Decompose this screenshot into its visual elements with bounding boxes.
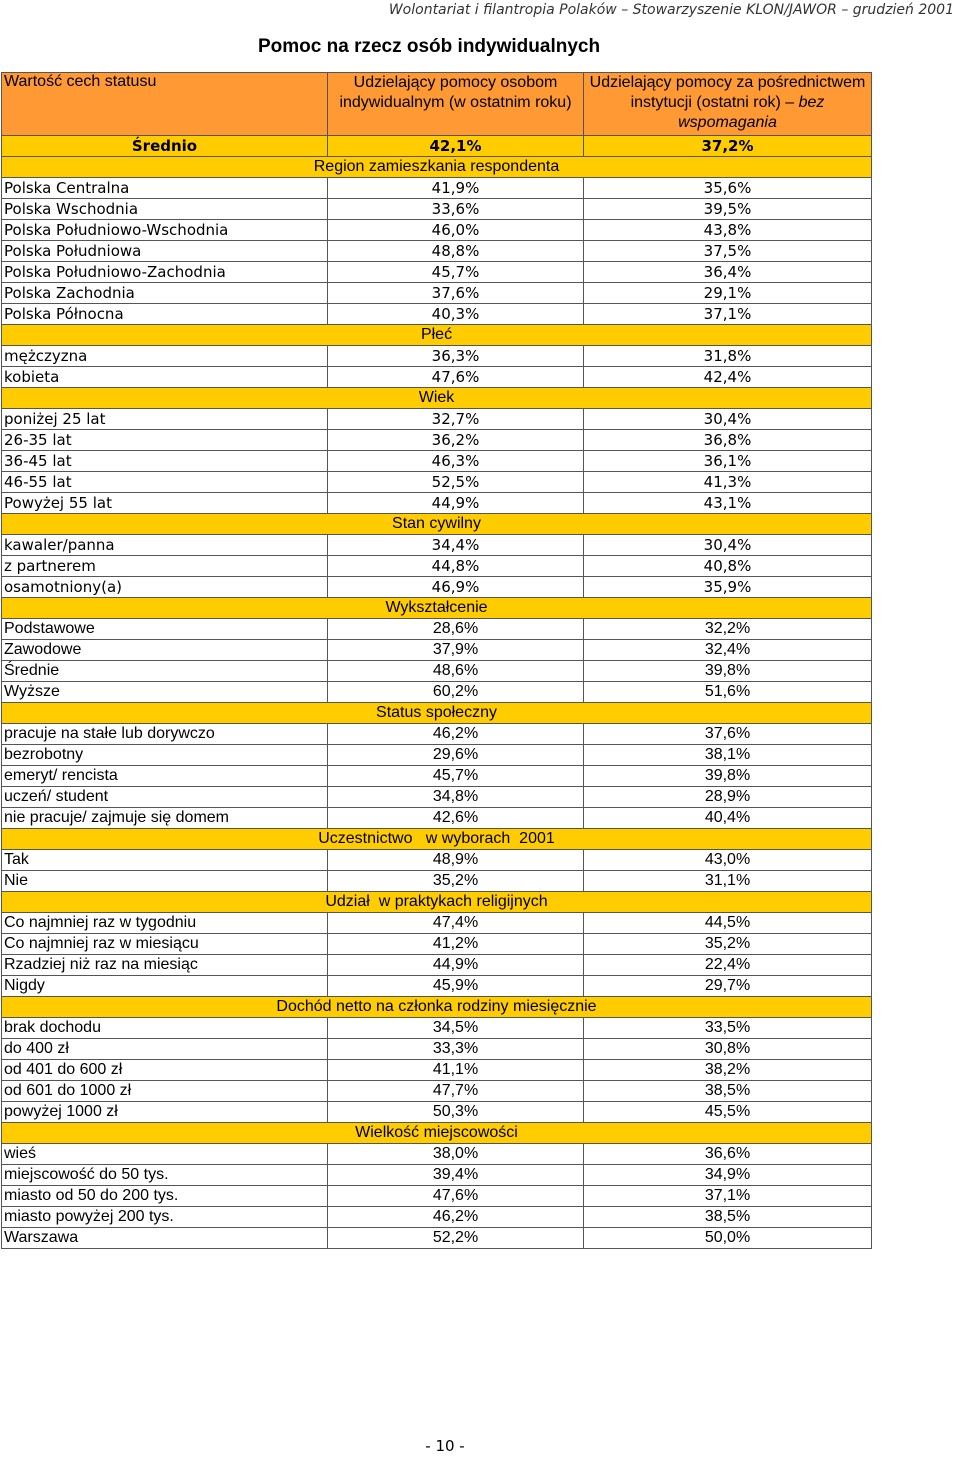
- value-institution: 32,4%: [584, 640, 872, 661]
- section-title: Status społeczny: [2, 703, 872, 724]
- value-institution: 35,2%: [584, 934, 872, 955]
- section-title: Stan cywilny: [2, 514, 872, 535]
- value-individual: 41,9%: [328, 178, 584, 199]
- row-label: 46-55 lat: [2, 472, 328, 493]
- value-institution: 33,5%: [584, 1018, 872, 1039]
- table-row: [2, 1102, 872, 1123]
- row-label: pracuje na stałe lub dorywczo: [2, 724, 328, 745]
- section-title: Udział w praktykach religijnych: [2, 892, 872, 913]
- value-individual: 34,8%: [328, 787, 584, 808]
- row-label: Polska Południowa: [2, 241, 328, 262]
- value-individual: 46,3%: [328, 451, 584, 472]
- row-label: osamotniony(a): [2, 577, 328, 598]
- value-individual: 41,2%: [328, 934, 584, 955]
- value-individual: 34,4%: [328, 535, 584, 556]
- section-header-row: [2, 388, 872, 409]
- value-individual: 29,6%: [328, 745, 584, 766]
- table-row: [2, 724, 872, 745]
- value-institution: 36,6%: [584, 1144, 872, 1165]
- row-label: Rzadziej niż raz na miesiąc: [2, 955, 328, 976]
- status-table: [1, 72, 872, 1249]
- average-value-institution: 37,2%: [584, 136, 872, 157]
- section-title: Płeć: [2, 325, 872, 346]
- table-row: [2, 934, 872, 955]
- row-label: Podstawowe: [2, 619, 328, 640]
- value-institution: 29,7%: [584, 976, 872, 997]
- value-individual: 33,3%: [328, 1039, 584, 1060]
- value-institution: 29,1%: [584, 283, 872, 304]
- header-status-feature: Wartość cech statusu: [2, 73, 328, 136]
- table-row: [2, 535, 872, 556]
- value-individual: 48,8%: [328, 241, 584, 262]
- value-institution: 38,5%: [584, 1207, 872, 1228]
- header-institution-help: [584, 73, 872, 136]
- table-row: [2, 304, 872, 325]
- page-title: Pomoc na rzecz osób indywidualnych: [258, 36, 601, 57]
- table-row: [2, 220, 872, 241]
- row-label: Tak: [2, 850, 328, 871]
- table-row: [2, 1144, 872, 1165]
- section-header-row: [2, 892, 872, 913]
- row-label: Nigdy: [2, 976, 328, 997]
- row-label: 36-45 lat: [2, 451, 328, 472]
- row-label: miasto powyżej 200 tys.: [2, 1207, 328, 1228]
- table-row: [2, 346, 872, 367]
- row-label: od 601 do 1000 zł: [2, 1081, 328, 1102]
- value-institution: 43,0%: [584, 850, 872, 871]
- section-title: Dochód netto na członka rodziny miesięcznie: [2, 997, 872, 1018]
- value-institution: 36,1%: [584, 451, 872, 472]
- header-individual-help: Udzielający pomocy osobom indywidualnym (w ostatnim roku): [328, 73, 584, 136]
- value-individual: 45,9%: [328, 976, 584, 997]
- table-row: [2, 1186, 872, 1207]
- value-institution: 39,5%: [584, 199, 872, 220]
- value-individual: 44,8%: [328, 556, 584, 577]
- table-row: [2, 1081, 872, 1102]
- table-row: [2, 871, 872, 892]
- value-institution: 50,0%: [584, 1228, 872, 1249]
- row-label: od 401 do 600 zł: [2, 1060, 328, 1081]
- value-institution: 37,5%: [584, 241, 872, 262]
- table-row: [2, 661, 872, 682]
- value-institution: 45,5%: [584, 1102, 872, 1123]
- value-individual: 28,6%: [328, 619, 584, 640]
- table-row: [2, 850, 872, 871]
- table-row: [2, 577, 872, 598]
- value-institution: 38,5%: [584, 1081, 872, 1102]
- value-individual: 52,5%: [328, 472, 584, 493]
- value-individual: 46,9%: [328, 577, 584, 598]
- table-row: [2, 1018, 872, 1039]
- value-individual: 32,7%: [328, 409, 584, 430]
- table-row: [2, 808, 872, 829]
- table-row: [2, 787, 872, 808]
- section-title: Region zamieszkania respondenta: [2, 157, 872, 178]
- value-individual: 60,2%: [328, 682, 584, 703]
- average-row: [2, 136, 872, 157]
- table-row: [2, 178, 872, 199]
- table-row: [2, 640, 872, 661]
- row-label: Zawodowe: [2, 640, 328, 661]
- average-value-individual: 42,1%: [328, 136, 584, 157]
- table-row: [2, 955, 872, 976]
- value-institution: 36,8%: [584, 430, 872, 451]
- row-label: uczeń/ student: [2, 787, 328, 808]
- value-individual: 33,6%: [328, 199, 584, 220]
- value-individual: 44,9%: [328, 493, 584, 514]
- section-header-row: [2, 325, 872, 346]
- section-title: Wykształcenie: [2, 598, 872, 619]
- section-title: Wielkość miejscowości: [2, 1123, 872, 1144]
- value-institution: 30,4%: [584, 409, 872, 430]
- value-institution: 35,6%: [584, 178, 872, 199]
- row-label: Polska Wschodnia: [2, 199, 328, 220]
- table-header-row: [2, 73, 872, 136]
- value-individual: 37,9%: [328, 640, 584, 661]
- table-row: [2, 451, 872, 472]
- value-individual: 37,6%: [328, 283, 584, 304]
- row-label: powyżej 1000 zł: [2, 1102, 328, 1123]
- value-individual: 44,9%: [328, 955, 584, 976]
- table-row: [2, 241, 872, 262]
- value-individual: 38,0%: [328, 1144, 584, 1165]
- section-header-row: [2, 598, 872, 619]
- value-institution: 43,1%: [584, 493, 872, 514]
- section-title: Wiek: [2, 388, 872, 409]
- value-institution: 22,4%: [584, 955, 872, 976]
- value-individual: 46,0%: [328, 220, 584, 241]
- value-institution: 30,4%: [584, 535, 872, 556]
- row-label: Polska Południowo-Zachodnia: [2, 262, 328, 283]
- value-institution: 38,2%: [584, 1060, 872, 1081]
- value-institution: 41,3%: [584, 472, 872, 493]
- value-institution: 28,9%: [584, 787, 872, 808]
- row-label: kobieta: [2, 367, 328, 388]
- row-label: do 400 zł: [2, 1039, 328, 1060]
- row-label: Wyższe: [2, 682, 328, 703]
- section-header-row: [2, 157, 872, 178]
- table-row: [2, 472, 872, 493]
- page-number: - 10 -: [425, 1437, 465, 1455]
- table-row: [2, 262, 872, 283]
- value-institution: 37,6%: [584, 724, 872, 745]
- average-label: Średnio: [2, 136, 328, 157]
- table-row: [2, 1165, 872, 1186]
- running-header: Wolontariat i filantropia Polaków – Stowarzyszenie KLON/JAWOR – grudzień 2001: [388, 2, 954, 18]
- value-individual: 34,5%: [328, 1018, 584, 1039]
- section-header-row: [2, 514, 872, 535]
- row-label: miasto od 50 do 200 tys.: [2, 1186, 328, 1207]
- row-label: kawaler/panna: [2, 535, 328, 556]
- value-individual: 40,3%: [328, 304, 584, 325]
- row-label: Polska Zachodnia: [2, 283, 328, 304]
- table-row: [2, 283, 872, 304]
- value-institution: 39,8%: [584, 766, 872, 787]
- table-row: [2, 913, 872, 934]
- row-label: 26-35 lat: [2, 430, 328, 451]
- section-header-row: [2, 1123, 872, 1144]
- table-row: [2, 745, 872, 766]
- row-label: Powyżej 55 lat: [2, 493, 328, 514]
- value-institution: 35,9%: [584, 577, 872, 598]
- value-individual: 35,2%: [328, 871, 584, 892]
- table-row: [2, 619, 872, 640]
- row-label: mężczyzna: [2, 346, 328, 367]
- row-label: Średnie: [2, 661, 328, 682]
- table-row: [2, 430, 872, 451]
- value-individual: 39,4%: [328, 1165, 584, 1186]
- row-label: Polska Północna: [2, 304, 328, 325]
- table-row: [2, 1207, 872, 1228]
- value-individual: 46,2%: [328, 724, 584, 745]
- value-individual: 36,3%: [328, 346, 584, 367]
- table-row: [2, 493, 872, 514]
- value-individual: 45,7%: [328, 262, 584, 283]
- value-individual: 46,2%: [328, 1207, 584, 1228]
- value-institution: 43,8%: [584, 220, 872, 241]
- table-row: [2, 1039, 872, 1060]
- row-label: Co najmniej raz w tygodniu: [2, 913, 328, 934]
- value-institution: 32,2%: [584, 619, 872, 640]
- value-institution: 31,1%: [584, 871, 872, 892]
- section-title: Uczestnictwo w wyborach 2001: [2, 829, 872, 850]
- table-row: [2, 766, 872, 787]
- value-individual: 48,6%: [328, 661, 584, 682]
- value-individual: 47,4%: [328, 913, 584, 934]
- value-individual: 42,6%: [328, 808, 584, 829]
- section-header-row: [2, 703, 872, 724]
- header-institution-help-emphasis: bez wspomagania: [678, 94, 825, 131]
- row-label: Warszawa: [2, 1228, 328, 1249]
- value-institution: 51,6%: [584, 682, 872, 703]
- value-individual: 47,6%: [328, 1186, 584, 1207]
- header-institution-help-text: Udzielający pomocy za pośrednictwem instytucji (ostatni rok) –: [589, 74, 866, 111]
- row-label: z partnerem: [2, 556, 328, 577]
- row-label: wieś: [2, 1144, 328, 1165]
- table-row: [2, 1228, 872, 1249]
- row-label: Polska Południowo-Wschodnia: [2, 220, 328, 241]
- value-institution: 42,4%: [584, 367, 872, 388]
- value-institution: 30,8%: [584, 1039, 872, 1060]
- row-label: bezrobotny: [2, 745, 328, 766]
- table-body: [2, 73, 872, 1249]
- value-institution: 37,1%: [584, 304, 872, 325]
- value-institution: 39,8%: [584, 661, 872, 682]
- table-row: [2, 1060, 872, 1081]
- row-label: Co najmniej raz w miesiącu: [2, 934, 328, 955]
- row-label: nie pracuje/ zajmuje się domem: [2, 808, 328, 829]
- value-institution: 38,1%: [584, 745, 872, 766]
- row-label: brak dochodu: [2, 1018, 328, 1039]
- value-institution: 31,8%: [584, 346, 872, 367]
- value-individual: 47,7%: [328, 1081, 584, 1102]
- row-label: Nie: [2, 871, 328, 892]
- table-row: [2, 367, 872, 388]
- table-row: [2, 199, 872, 220]
- value-individual: 52,2%: [328, 1228, 584, 1249]
- value-institution: 37,1%: [584, 1186, 872, 1207]
- section-header-row: [2, 829, 872, 850]
- value-institution: 44,5%: [584, 913, 872, 934]
- row-label: poniżej 25 lat: [2, 409, 328, 430]
- table-row: [2, 556, 872, 577]
- value-individual: 47,6%: [328, 367, 584, 388]
- value-institution: 40,4%: [584, 808, 872, 829]
- table-row: [2, 409, 872, 430]
- value-institution: 34,9%: [584, 1165, 872, 1186]
- row-label: emeryt/ rencista: [2, 766, 328, 787]
- value-individual: 48,9%: [328, 850, 584, 871]
- value-individual: 36,2%: [328, 430, 584, 451]
- value-institution: 36,4%: [584, 262, 872, 283]
- table-row: [2, 682, 872, 703]
- value-institution: 40,8%: [584, 556, 872, 577]
- value-individual: 45,7%: [328, 766, 584, 787]
- row-label: miejscowość do 50 tys.: [2, 1165, 328, 1186]
- value-individual: 50,3%: [328, 1102, 584, 1123]
- table-row: [2, 976, 872, 997]
- value-individual: 41,1%: [328, 1060, 584, 1081]
- section-header-row: [2, 997, 872, 1018]
- row-label: Polska Centralna: [2, 178, 328, 199]
